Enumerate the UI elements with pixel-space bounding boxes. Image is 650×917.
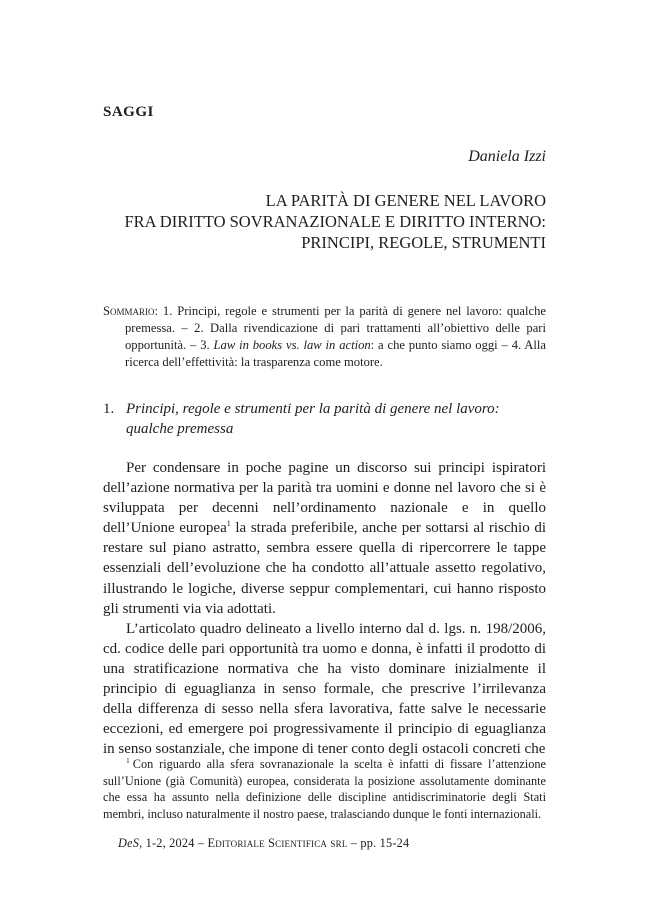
page-range: – pp. 15-24 <box>347 836 410 850</box>
paragraph-1-b: la strada preferibile, anche per sottarsi al rischio di restare sul piano astratto, sembra essere quella di ripercorrere le tappe essenziali dell’evoluzione che ha condotto all’attuale assetto regolativo, illustrando le logiche, diverse seppur complementari, cui hanno risposto gli strumenti via via adottati. <box>103 520 546 617</box>
summary-italic: Law in books vs. law in action <box>213 338 371 352</box>
journal-name: DeS <box>118 836 140 850</box>
journal-issue: , 1-2, 2024 – <box>139 836 208 850</box>
summary-label: Sommario <box>103 304 155 318</box>
paragraph-1 <box>103 458 546 619</box>
title-line-3: PRINCIPI, REGOLE, STRUMENTI <box>301 233 546 252</box>
body-text <box>103 458 546 759</box>
author-name: Daniela Izzi <box>468 148 546 165</box>
article-title <box>86 190 546 253</box>
paragraph-2: L’articolato quadro delineato a livello interno dal d. lgs. n. 198/2006, cd. codice delle pari opportunità tra uomo e donna, è infatti il prodotto di una stratificazione normativa che ha visto dominare inizialmente il principio di eguaglianza in senso formale, che prescrive l’irrilevanza della differenza di sesso nella sfera lavorativa, fatte salve le necessarie eccezioni, ed emergere poi progressivamente il principio di eguaglianza in senso sostanziale, che impone di tener conto degli ostacoli concreti che <box>103 620 546 758</box>
section-number: 1. <box>103 401 115 417</box>
paragraph-1-a: Per condensare in poche pagine un discorso sui principi ispiratori dell’azione normativa per la parità tra uomini e donne nel lavoro che si è sviluppata per decenni nell’ordinamento nazionale e in quello dell’Unione europea <box>103 460 546 537</box>
summary-text-1: : 1. Principi, regole e strumenti per la parità di genere nel lavoro: qualche premessa. – 2. Dalla rivendicazione di pari trattamenti all’obiettivo delle pari opportunità. – 3. <box>125 304 546 352</box>
footnote <box>103 756 546 822</box>
publisher: Editoriale Scientifica srl <box>207 836 348 850</box>
page-footer <box>118 836 409 851</box>
summary-text-2: : a che punto siamo oggi – 4. Alla ricerca dell’effettività: la trasparenza come motore. <box>125 338 546 369</box>
title-line-1: LA PARITÀ DI GENERE NEL LAVORO <box>265 191 546 210</box>
section-heading <box>103 399 546 439</box>
footnote-number: 1 <box>126 755 130 765</box>
footnote-ref[interactable]: 1 <box>226 519 231 529</box>
summary <box>103 303 546 371</box>
footnote-text: Con riguardo alla sfera sovranazionale la scelta è infatti di fissare l’attenzione sull’Unione (già Comunità) europea, considerata la posizione assolutamente dominante che essa ha assunto nella definizione delle discipline antidiscriminatorie degli Stati membri, incluso naturalmente il nostro paese, tralasciando dunque le fonti internazionali. <box>103 757 546 821</box>
title-line-2: FRA DIRITTO SOVRANAZIONALE E DIRITTO INTERNO: <box>124 212 546 231</box>
section-label: SAGGI <box>103 104 154 120</box>
section-title: Principi, regole e strumenti per la parità di genere nel lavoro: qualche premessa <box>126 401 500 437</box>
